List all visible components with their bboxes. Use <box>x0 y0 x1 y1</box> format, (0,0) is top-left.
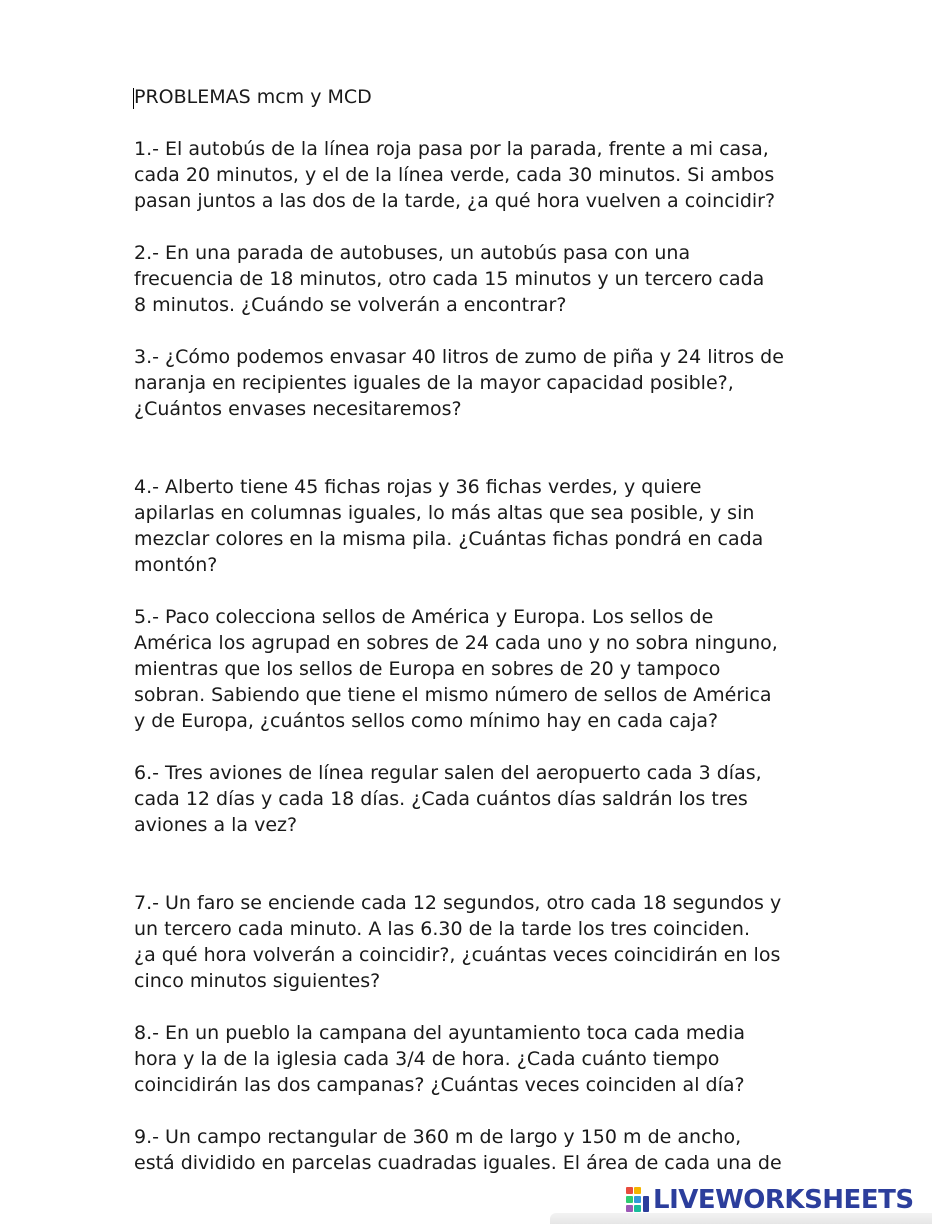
problem-line: sobran. Sabiendo que tiene el mismo número de sellos de América <box>134 684 772 706</box>
problem-line: y de Europa, ¿cuántos sellos como mínimo hay en cada caja? <box>134 710 719 732</box>
problem-line: 7.- Un faro se enciende cada 12 segundos, otro cada 18 segundos y <box>134 892 782 914</box>
liveworksheets-logo-icon <box>626 1187 650 1213</box>
document-body <box>134 84 824 1202</box>
problem-line: 8.- En un pueblo la campana del ayuntamiento toca cada media <box>134 1022 745 1044</box>
problem-line: América los agrupad en sobres de 24 cada uno y no sobra ninguno, <box>134 632 778 654</box>
problem-7 <box>134 890 824 994</box>
problem-line: aviones a la vez? <box>134 814 298 836</box>
problem-line: hora y la de la iglesia cada 3/4 de hora. ¿Cada cuánto tiempo <box>134 1048 720 1070</box>
problem-line: mientras que los sellos de Europa en sobres de 20 y tampoco <box>134 658 721 680</box>
problem-6 <box>134 760 824 838</box>
problem-line: mezclar colores en la misma pila. ¿Cuántas fichas pondrá en cada <box>134 528 764 550</box>
liveworksheets-watermark <box>626 1184 914 1216</box>
problem-8 <box>134 1020 824 1098</box>
problem-line: 6.- Tres aviones de línea regular salen del aeropuerto cada 3 días, <box>134 762 762 784</box>
problem-line: frecuencia de 18 minutos, otro cada 15 minutos y un tercero cada <box>134 268 765 290</box>
problem-line: apilarlas en columnas iguales, lo más altas que sea posible, y sin <box>134 502 755 524</box>
problem-line: montón? <box>134 554 218 576</box>
text-cursor <box>133 88 134 109</box>
problem-line: 1.- El autobús de la línea roja pasa por la parada, frente a mi casa, <box>134 138 769 160</box>
problem-line: cinco minutos siguientes? <box>134 970 381 992</box>
problem-line: 2.- En una parada de autobuses, un autobús pasa con una <box>134 242 691 264</box>
problem-5 <box>134 604 824 734</box>
problem-line: está dividido en parcelas cuadradas iguales. El área de cada una de <box>134 1152 782 1174</box>
document-title: PROBLEMAS mcm y MCD <box>134 86 372 108</box>
problem-line: 9.- Un campo rectangular de 360 m de largo y 150 m de ancho, <box>134 1126 742 1148</box>
problem-4 <box>134 474 824 578</box>
problem-line: 4.- Alberto tiene 45 fichas rojas y 36 fichas verdes, y quiere <box>134 476 702 498</box>
problem-line: 5.- Paco colecciona sellos de América y Europa. Los sellos de <box>134 606 714 628</box>
problem-3 <box>134 344 824 422</box>
problem-line: un tercero cada minuto. A las 6.30 de la tarde los tres coinciden. <box>134 918 750 940</box>
problem-line: coincidirán las dos campanas? ¿Cuántas veces coinciden al día? <box>134 1074 745 1096</box>
problem-line: ¿Cuántos envases necesitaremos? <box>134 398 462 420</box>
problem-line: cada 20 minutos, y el de la línea verde, cada 30 minutos. Si ambos <box>134 164 775 186</box>
problem-line: naranja en recipientes iguales de la mayor capacidad posible?, <box>134 372 734 394</box>
problem-line: 8 minutos. ¿Cuándo se volverán a encontrar? <box>134 294 567 316</box>
watermark-text: LIVEWORKSHEETS <box>653 1185 914 1215</box>
problem-2 <box>134 240 824 318</box>
problem-line: cada 12 días y cada 18 días. ¿Cada cuántos días saldrán los tres <box>134 788 748 810</box>
problem-line: ¿a qué hora volverán a coincidir?, ¿cuántas veces coincidirán en los <box>134 944 781 966</box>
problem-line: pasan juntos a las dos de la tarde, ¿a qué hora vuelven a coincidir? <box>134 190 776 212</box>
problem-1 <box>134 136 824 214</box>
problem-line: 3.- ¿Cómo podemos envasar 40 litros de zumo de piña y 24 litros de <box>134 346 784 368</box>
problem-9 <box>134 1124 824 1176</box>
